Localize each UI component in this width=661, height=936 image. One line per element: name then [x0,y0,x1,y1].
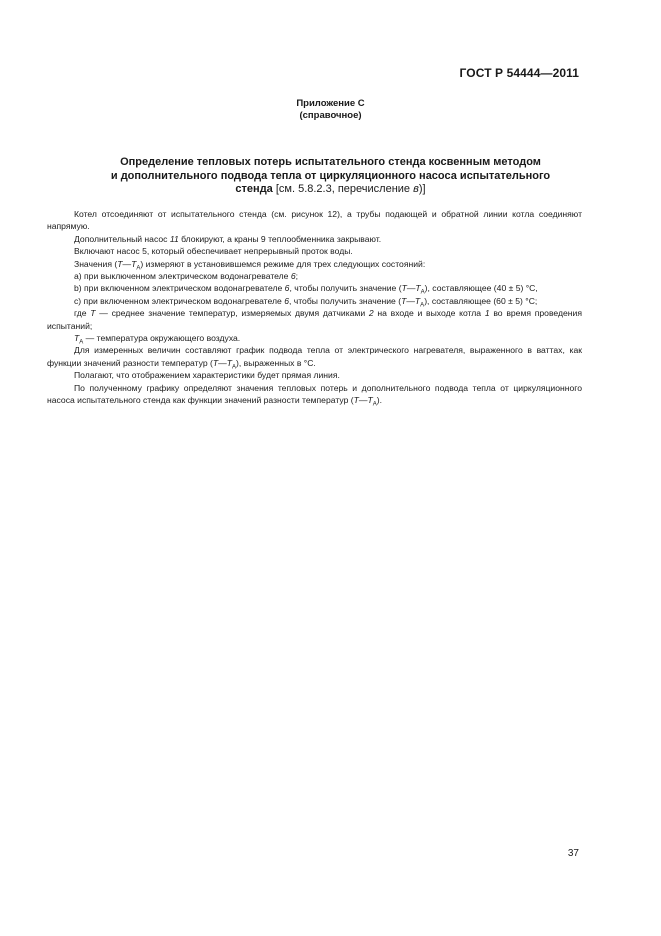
title-reference: [см. 5.8.2.3, перечисление в)] [272,183,426,195]
paragraph-4: Значения $(T—T_A)$ измеряют в установившемся режиме для трех следующих состояний: [74,258,426,272]
list-item-a: а) при выключенном электрическом водонагревателе 6; [74,271,299,282]
body-text [47,208,582,407]
title-line-3 [88,183,573,197]
paragraph-result: По полученному графику определяют значения тепловых потерь и дополнительного подвода тепла от циркуляционного насоса испытательного стенда как функции значений разности температур $(T—T_A)$. [47,382,582,408]
title-line-3-bold: стенда [235,183,273,195]
paragraph-linear: Полагают, что отображением характеристики будет прямая линия. [74,370,340,381]
paragraph-graph: Для измеренных величин составляют график подвода тепла от электрического нагревателя, выраженного в ваттах, как функции значений разности температур $(T—T_A)$, выраженных в °С. [47,345,582,371]
document-code: ГОСТ Р 54444—2011 [459,66,579,80]
title-line-2: и дополнительного подвода тепла от циркуляционного насоса испытательного [110,169,551,182]
paragraph-2: Дополнительный насос 11 блокируют, а краны 9 теплообменника закрывают. [74,233,382,244]
definition-t: где T — среднее значение температур, измеряемых двумя датчиками 2 на входе и выходе котла 1 во время проведения испытаний; [47,308,582,331]
list-item-c: с) при включенном электрическом водонагревателе 6, чтобы получить значение $(T—T_A)$, составляющее (60 ± 5) °С; [74,295,538,309]
appendix-heading [0,98,661,121]
section-title [88,156,573,197]
appendix-label: Приложение С [296,98,365,109]
title-line-1: Определение тепловых потерь испытательного стенда косвенным методом [120,156,541,168]
paragraph-3: Включают насос 5, который обеспечивает непрерывный проток воды. [74,246,353,257]
paragraph-1: Котел отсоединяют от испытательного стенда (см. рисунок 12), а трубы подающей и обратной линии котла соединяют напрямую. [47,209,582,232]
appendix-type: (справочное) [299,109,362,121]
definition-ta: $T_A$ — температура окружающего воздуха. [74,333,241,346]
page-number: 37 [567,848,579,859]
list-item-b: b) при включенном электрическом водонагревателе 6, чтобы получить значение $(T—T_A)$, составляющее (40 ± 5) °С, [74,283,538,297]
